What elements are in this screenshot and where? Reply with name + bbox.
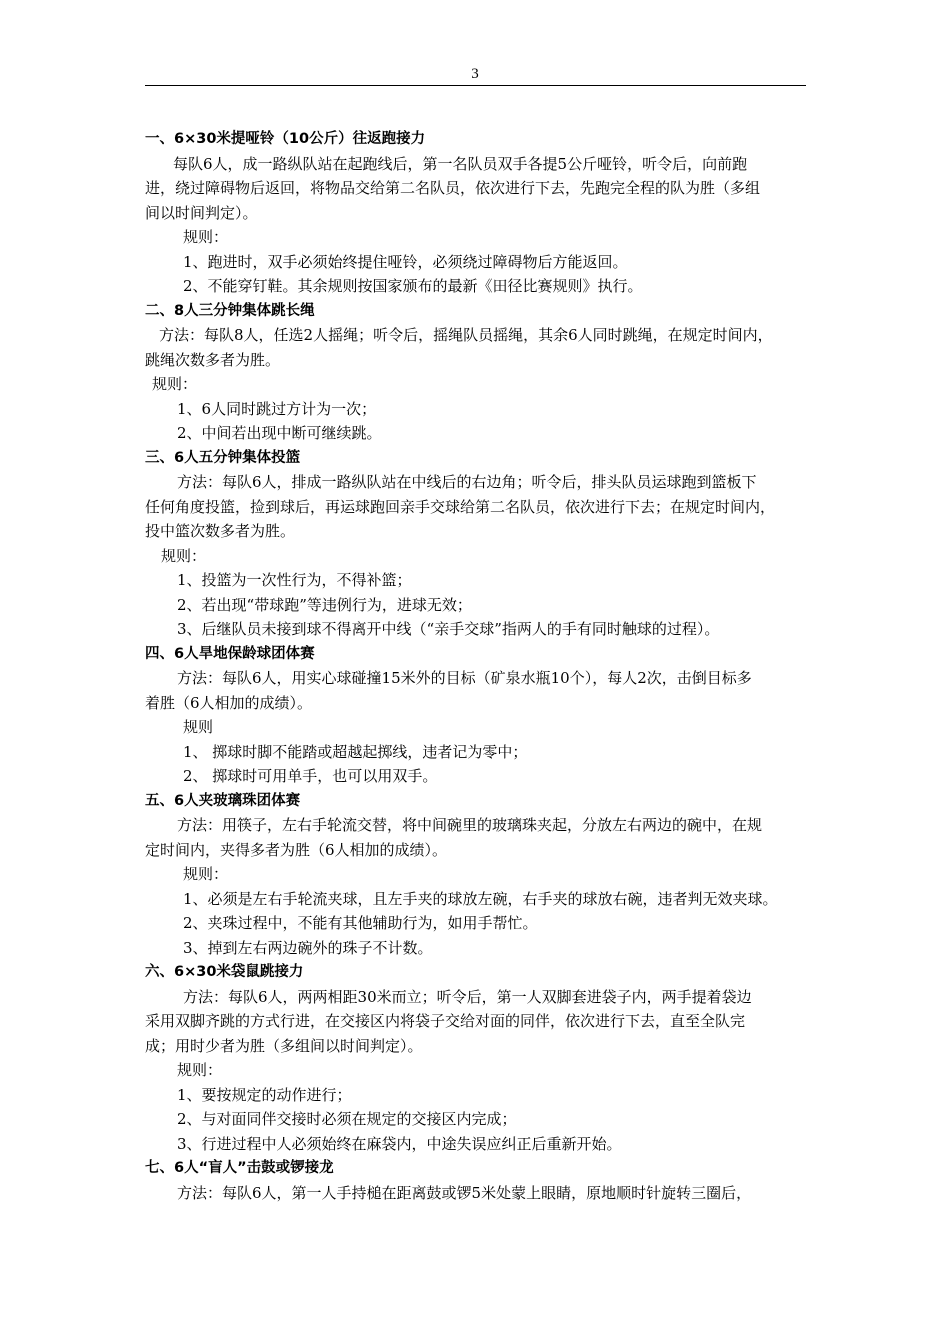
text-line: 2、不能穿钉鞋。其余规则按国家颁布的最新《田径比赛规则》执行。 [183, 277, 643, 295]
text-line: 着胜（6人相加的成绩）。 [145, 693, 313, 712]
text-line: 规则： [152, 375, 198, 393]
text-line: 方法：用筷子，左右手轮流交替，将中间碗里的玻璃珠夹起，分放左右两边的碗中，在规 [177, 816, 763, 834]
section-heading: 四、6人旱地保龄球团体赛 [145, 645, 315, 662]
text-line: 2、夹珠过程中，不能有其他辅助行为，如用手帮忙。 [183, 914, 538, 932]
header-rule [145, 85, 806, 86]
text-line: 规则： [161, 546, 207, 565]
text-line: 方法：每队8人，任选2人摇绳；听令后，摇绳队员摇绳，其余6人同时跳绳，在规定时间内， [159, 326, 773, 344]
document-body [145, 127, 810, 1205]
text-line: 方法：每队6人，两两相距30米而立；听令后，第一人双脚套进袋子内，两手提着袋边 [183, 987, 752, 1006]
text-line: 规则： [177, 1061, 223, 1079]
text-line: 成；用时少者为胜（多组间以时间判定）。 [145, 1036, 423, 1055]
text-line: 间以时间判定）。 [145, 203, 258, 222]
text-line: 2、若出现“带球跑”等违例行为，进球无效； [177, 595, 472, 614]
section-heading: 一、6×30米提哑铃（10公斤）往返跑接力 [145, 131, 426, 147]
text-line: 1、 掷球时脚不能踏或超越起掷线，违者记为零中； [183, 742, 528, 761]
section-heading: 七、6人“盲人”击鼓或锣接龙 [145, 1160, 334, 1176]
text-line: 定时间内，夹得多者为胜（6人相加的成绩）。 [145, 840, 448, 859]
text-line: 1、6人同时跳过方计为一次； [177, 399, 377, 418]
text-line: 2、与对面同伴交接时必须在规定的交接区内完成； [177, 1110, 517, 1128]
text-line: 2、中间若出现中断可继续跳。 [177, 424, 382, 442]
text-line: 规则： [183, 865, 229, 883]
text-line: 3、后继队员未接到球不得离开中线（“亲手交球”指两人的手有同时触球的过程）。 [177, 620, 720, 638]
page-number: 3 [471, 66, 479, 82]
text-line: 方法：每队6人，第一人手持槌在距离鼓或锣5米处蒙上眼睛，原地顺时针旋转三圈后， [177, 1183, 752, 1202]
text-line: 每队6人，成一路纵队站在起跑线后，第一名队员双手各提5公斤哑铃，听令后，向前跑 [173, 154, 748, 173]
text-line: 1、跑进时，双手必须始终提住哑铃，必须绕过障碍物后方能返回。 [183, 252, 628, 271]
text-line: 方法：每队6人，用实心球碰撞15米外的目标（矿泉水瓶10个），每人2次，击倒目标多 [177, 669, 752, 687]
text-line: 投中篮次数多者为胜。 [145, 522, 296, 540]
text-line: 1、投篮为一次性行为，不得补篮； [177, 571, 412, 589]
text-line: 3、掉到左右两边碗外的珠子不计数。 [183, 938, 433, 957]
text-line: 2、 掷球时可用单手，也可以用双手。 [183, 767, 438, 785]
section-heading: 六、6×30米袋鼠跳接力 [145, 964, 304, 980]
text-line: 进，绕过障碍物后返回，将物品交给第二名队员，依次进行下去，先跑完全程的队为胜（多组 [145, 179, 761, 197]
text-line: 规则： [183, 228, 229, 246]
section-heading: 五、6人夹玻璃珠团体赛 [145, 792, 301, 809]
text-line: 任何角度投篮，捡到球后，再运球跑回亲手交球给第二名队员，依次进行下去；在规定时间内， [145, 497, 776, 516]
text-line: 方法：每队6人，排成一路纵队站在中线后的右边角；听令后，排头队员运球跑到篮板下 [177, 473, 757, 491]
text-line: 跳绳次数多者为胜。 [145, 350, 281, 369]
section-heading: 二、8人三分钟集体跳长绳 [145, 302, 315, 319]
text-line: 1、必须是左右手轮流夹球，且左手夹的球放左碗，右手夹的球放右碗，违者判无效夹球。 [183, 889, 778, 908]
section-heading: 三、6人五分钟集体投篮 [145, 449, 301, 466]
text-line: 采用双脚齐跳的方式行进，在交接区内将袋子交给对面的同伴，依次进行下去，直至全队完 [145, 1012, 746, 1030]
text-line: 3、行进过程中人必须始终在麻袋内，中途失误应纠正后重新开始。 [177, 1134, 622, 1153]
text-line: 1、要按规定的动作进行； [177, 1085, 352, 1104]
text-line: 规则 [183, 718, 214, 736]
